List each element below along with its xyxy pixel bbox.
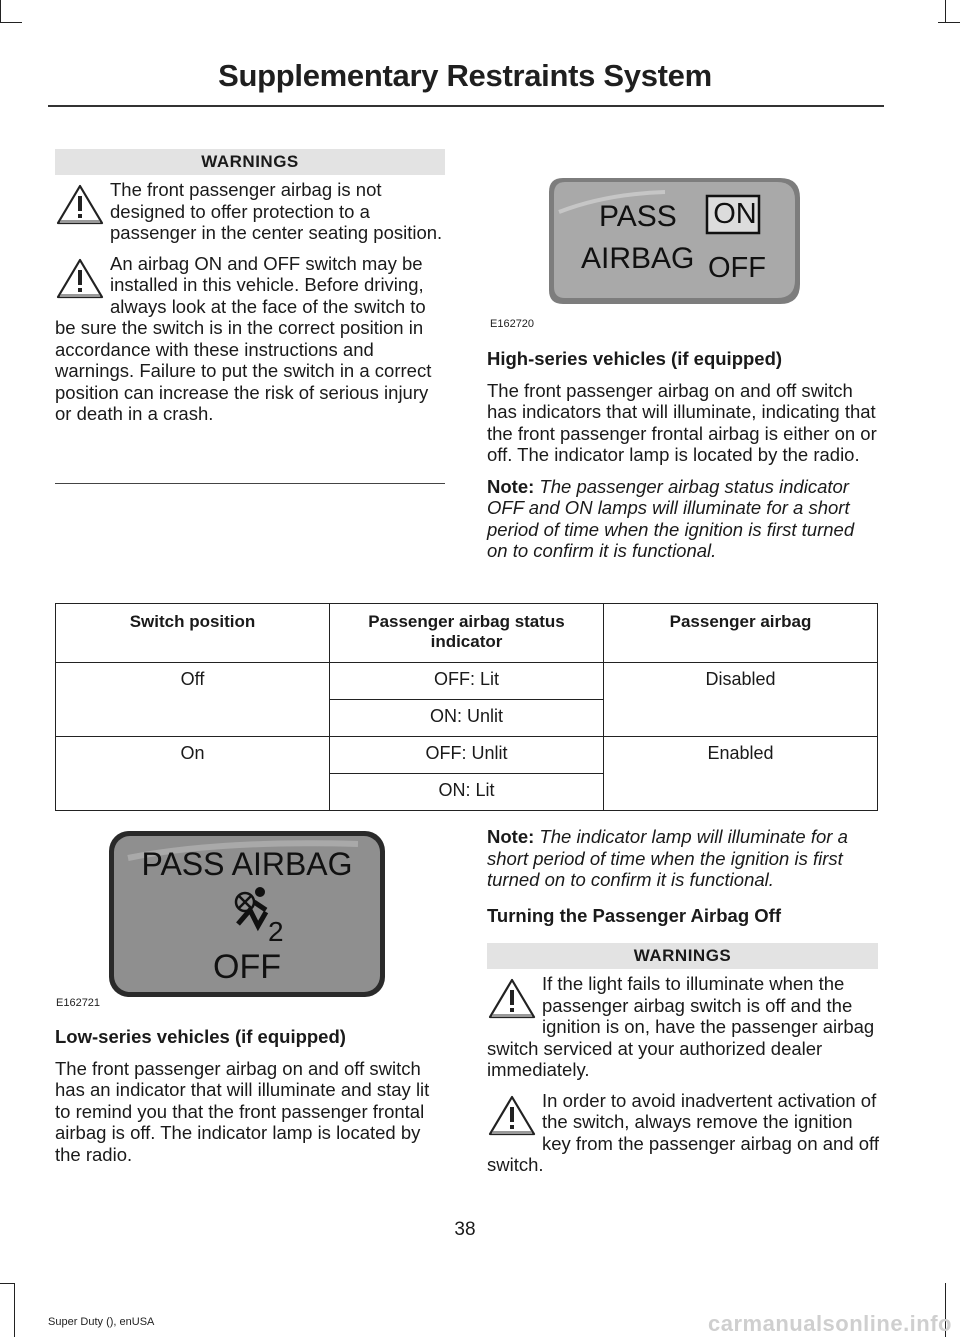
warnings-list: [487, 973, 879, 1185]
note-text: The indicator lamp will illuminate for a short period of time when the ignition is first turned on to confirm it is functional.: [487, 826, 848, 890]
warnings-heading: WARNINGS: [55, 149, 445, 175]
pass-airbag-label: PASS AIRBAG: [141, 846, 353, 882]
warnings-list: [55, 179, 447, 434]
column-header: Passenger airbag: [604, 604, 878, 663]
crop-mark: [945, 0, 946, 22]
title-divider: [48, 105, 884, 107]
table-row: [56, 737, 878, 774]
section-heading: Turning the Passenger Airbag Off: [487, 904, 781, 926]
column-header: Passenger airbag status indicator: [330, 604, 604, 663]
warning-text: The front passenger airbag is not designed to offer protection to a passenger in the center seating position.: [110, 179, 443, 243]
warning-item: [487, 973, 879, 1081]
pass-airbag-switch-figure: [545, 172, 805, 312]
note-text: The passenger airbag status indicator OFF and ON lamps will illuminate for a short period of time when the ignition is first turned on to confirm it is functional.: [487, 475, 855, 561]
low-series-heading: Low-series vehicles (if equipped): [55, 1026, 346, 1047]
warning-item: [55, 253, 447, 425]
high-series-heading: High-series vehicles (if equipped): [487, 348, 783, 369]
indicator-cell: ON: Lit: [330, 774, 604, 811]
indicator-note: [487, 826, 880, 891]
seat-number: 2: [268, 916, 284, 947]
airbag-state-cell: Enabled: [604, 737, 878, 811]
warnings-end-rule: [55, 483, 445, 484]
crop-mark: [938, 22, 960, 23]
airbag-state-cell: Disabled: [604, 663, 878, 737]
pass-label: PASS: [599, 200, 677, 233]
warnings-heading: WARNINGS: [487, 943, 878, 969]
column-header: Switch position: [56, 604, 330, 663]
document-footer: Super Duty (), enUSA: [48, 1316, 155, 1328]
airbag-status-table: [55, 603, 878, 811]
table-row: [56, 663, 878, 700]
table-header-row: [56, 604, 878, 663]
high-series-section: [487, 348, 879, 572]
low-series-body: The front passenger airbag on and off switch has an indicator that will illuminate and stay lit to remind you that the front passenger frontal airbag is off. The indicator lamp is located by the radio.: [55, 1057, 430, 1165]
warning-triangle-icon: [487, 1094, 537, 1136]
page-number: 38: [454, 1219, 476, 1240]
warning-triangle-icon: [55, 257, 105, 299]
pass-airbag-off-lamp-figure: [108, 830, 386, 998]
crop-mark: [14, 1283, 15, 1337]
high-series-note: [487, 476, 879, 562]
warning-triangle-icon: [487, 977, 537, 1019]
watermark: carmanualsonline.info: [708, 1311, 952, 1336]
note-label: Note:: [487, 475, 535, 497]
warning-text: An airbag ON and OFF switch may be installed in this vehicle. Before driving, always look at the face of the switch to be sure the switch is in the correct position in accordance with these instructions and warnings. Failure to put the switch in a correct position can increase the risk of serious injury or death in a crash.: [55, 252, 432, 424]
warning-text: In order to avoid inadvertent activation of the switch, always remove the ignition key from the passenger airbag on and off switch.: [487, 1089, 879, 1175]
warning-text: If the light fails to illuminate when the passenger airbag switch is off and the ignition is on, have the passenger airbag switch serviced at your authorized dealer immediately.: [487, 973, 875, 1080]
warning-item: [55, 179, 447, 244]
note-label: Note:: [487, 826, 535, 847]
airbag-label: AIRBAG: [581, 242, 695, 275]
indicator-cell: ON: Unlit: [330, 700, 604, 737]
off-indicator: OFF: [708, 252, 766, 284]
crop-mark: [0, 1283, 14, 1284]
switch-position-cell: Off: [56, 663, 330, 737]
switch-position-cell: On: [56, 737, 330, 811]
crop-mark: [0, 0, 1, 22]
on-indicator: ON: [713, 198, 757, 230]
warning-triangle-icon: [55, 183, 105, 225]
page-title: Supplementary Restraints System: [218, 58, 712, 93]
figure-code: E162720: [490, 318, 535, 330]
indicator-note-section: [487, 826, 880, 936]
crop-mark: [0, 22, 22, 23]
high-series-body: The front passenger airbag on and off switch has indicators that will illuminate, indicating that the front passenger frontal airbag is either on or off. The indicator lamp is located by the radio.: [487, 379, 877, 465]
low-series-section: [55, 1026, 448, 1175]
figure-code: E162721: [56, 997, 101, 1009]
warning-item: [487, 1090, 879, 1176]
indicator-cell: OFF: Lit: [330, 663, 604, 700]
off-label: OFF: [213, 948, 281, 986]
indicator-cell: OFF: Unlit: [330, 737, 604, 774]
